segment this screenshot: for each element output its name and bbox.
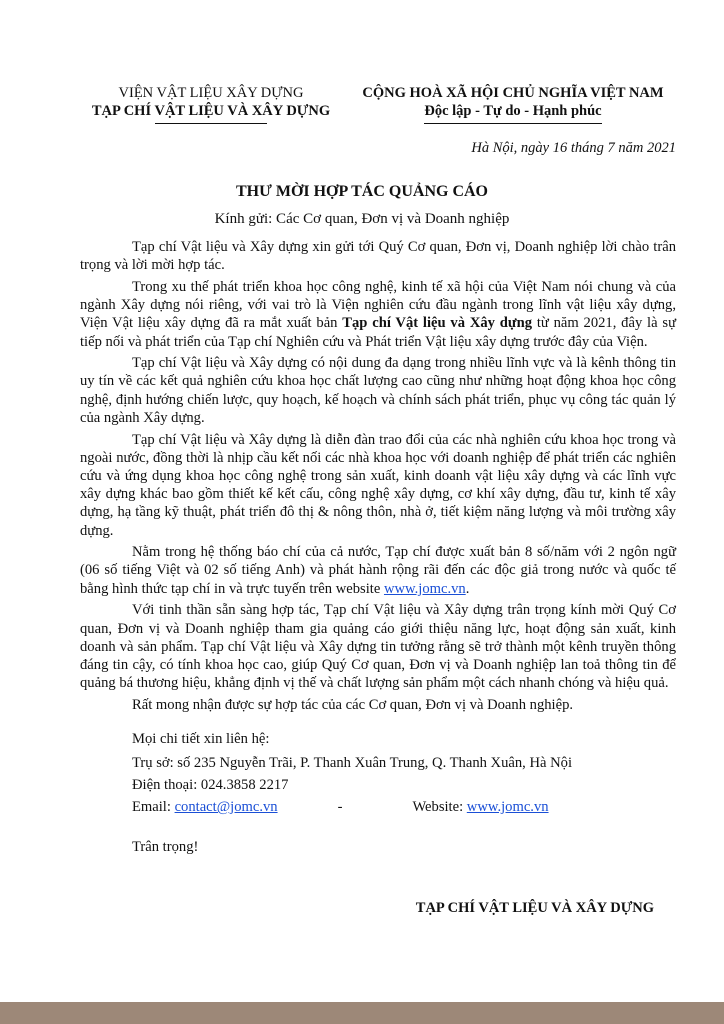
letter-date: Hà Nội, ngày 16 tháng 7 năm 2021 bbox=[471, 140, 676, 156]
paragraph-5-text-b: . bbox=[465, 580, 470, 597]
header-right-rule bbox=[424, 123, 602, 124]
contact-lead: Mọi chi tiết xin liên hệ: bbox=[132, 731, 270, 748]
header-left bbox=[80, 84, 342, 124]
paragraph-5 bbox=[80, 543, 676, 598]
footer-band bbox=[0, 1002, 724, 1024]
website-link[interactable]: www.jomc.vn bbox=[466, 799, 549, 816]
paragraph-5-text-a: Nằm trong hệ thống báo chí của cả nước, Tạp chí được xuất bản 8 số/năm với 2 ngôn ngữ (06 số tiếng Việt và 02 số tiếng Anh) và phát hành rộng rãi đến các độc giả trong nước và quốc tế bằng hình thức tạp chí in và trực tuyến trên website bbox=[80, 544, 676, 597]
contact-email-website bbox=[132, 796, 676, 818]
contact-block bbox=[80, 728, 676, 818]
national-title: CỘNG HOÀ XÃ HỘI CHỦ NGHĨA VIỆT NAM bbox=[362, 85, 664, 101]
contact-separator: - bbox=[337, 799, 343, 816]
signature: TẠP CHÍ VẬT LIỆU VÀ XÂY DỰNG bbox=[415, 900, 654, 916]
paragraph-2-text-b: từ năm 2021, đây là sự tiếp nối và phát triển của Tạp chí Nghiên cứu và Phát triển Vật liệu xây dựng trước đây của Viện. bbox=[80, 315, 676, 350]
paragraph-3: Tạp chí Vật liệu và Xây dựng có nội dung đa dạng trong nhiều lĩnh vực và là kênh thông tin uy tín về các kết quả nghiên cứu khoa học chất lượng cao cũng như những hoạt động khoa học công nghệ, định hướng chiến lược, quy hoạch, kế hoạch và chính sách phát triển, phục vụ công tác quản lý của ngành Xây dựng. bbox=[80, 355, 676, 426]
paragraph-2-text-a: Trong xu thế phát triển khoa học công nghệ, kinh tế xã hội của Việt Nam nói chung và của ngành Xây dựng nói riêng, với vai trò là Viện nghiên cứu đầu ngành trong lĩnh vật liệu xây dựng, Viện Vật liệu xây dựng đã ra mắt xuất bản bbox=[80, 278, 676, 332]
journal-name-bold: Tạp chí Vật liệu và Xây dựng bbox=[342, 315, 533, 332]
contact-address: Trụ sở: số 235 Nguyễn Trãi, P. Thanh Xuân Trung, Q. Thanh Xuân, Hà Nội bbox=[132, 755, 573, 772]
header-left-rule bbox=[155, 123, 267, 124]
closing-line: Trân trọng! bbox=[132, 839, 199, 856]
paragraph-1: Tạp chí Vật liệu và Xây dựng xin gửi tới Quý Cơ quan, Đơn vị, Doanh nghiệp lời chào trân trọng và lời mời hợp tác. bbox=[80, 239, 676, 274]
paragraph-4: Tạp chí Vật liệu và Xây dựng là diễn đàn trao đổi của các nhà nghiên cứu khoa học trong và ngoài nước, đồng thời là nhịp cầu kết nối các nhà khoa học với doanh nghiệp để phát triển các nghiên cứu và ứng dụng khoa học công nghệ trong sản xuất, kinh doanh vật liệu xây dựng và các lĩnh vực xây dựng khác bao gồm thiết kế kết cấu, công nghệ xây dựng, cơ khí xây dựng, đầu tư, kinh tế xây dựng, hạ tầng kỹ thuật, phát triển đô thị & nông thôn, nhà ở, tiết kiệm năng lượng và môi trường xây dựng. bbox=[80, 431, 676, 539]
letter-greeting: Kính gửi: Các Cơ quan, Đơn vị và Doanh nghiệp bbox=[214, 211, 510, 227]
national-motto: Độc lập - Tự do - Hạnh phúc bbox=[424, 103, 602, 119]
journal-name: TẠP CHÍ VẬT LIỆU VÀ XÂY DỰNG bbox=[91, 103, 331, 119]
paragraph-6: Với tinh thần sẵn sàng hợp tác, Tạp chí Vật liệu và Xây dựng trân trọng kính mời Quý Cơ quan, Đơn vị và Doanh nghiệp tham gia quảng cáo giới thiệu năng lực, hoạt động sản xuất, kinh doanh và sản phẩm. Tạp chí Vật liệu và Xây dựng tin tưởng rằng sẽ trở thành một kênh truyền thông đáng tin cậy, có tính khoa học cao, giúp Quý Cơ quan, Đơn vị và Doanh nghiệp lan toả thông tin để quảng bá thương hiệu, khẳng định vị thế và chất lượng sản phẩm một cách nhanh chóng và hiệu quả. bbox=[80, 602, 676, 692]
contact-phone: Điện thoại: 024.3858 2217 bbox=[132, 777, 289, 794]
institute-name: VIỆN VẬT LIỆU XÂY DỰNG bbox=[118, 85, 304, 101]
email-label: Email: bbox=[132, 799, 175, 816]
website-link-inline[interactable]: www.jomc.vn bbox=[383, 580, 466, 597]
paragraph-2 bbox=[80, 278, 676, 351]
letter-title: THƯ MỜI HỢP TÁC QUẢNG CÁO bbox=[235, 183, 488, 200]
email-link[interactable]: contact@jomc.vn bbox=[174, 799, 278, 816]
paragraph-7: Rất mong nhận được sự hợp tác của các Cơ quan, Đơn vị và Doanh nghiệp. bbox=[132, 696, 574, 713]
header-right bbox=[352, 84, 674, 124]
website-label: Website: bbox=[412, 799, 467, 816]
letter-body bbox=[80, 238, 676, 856]
